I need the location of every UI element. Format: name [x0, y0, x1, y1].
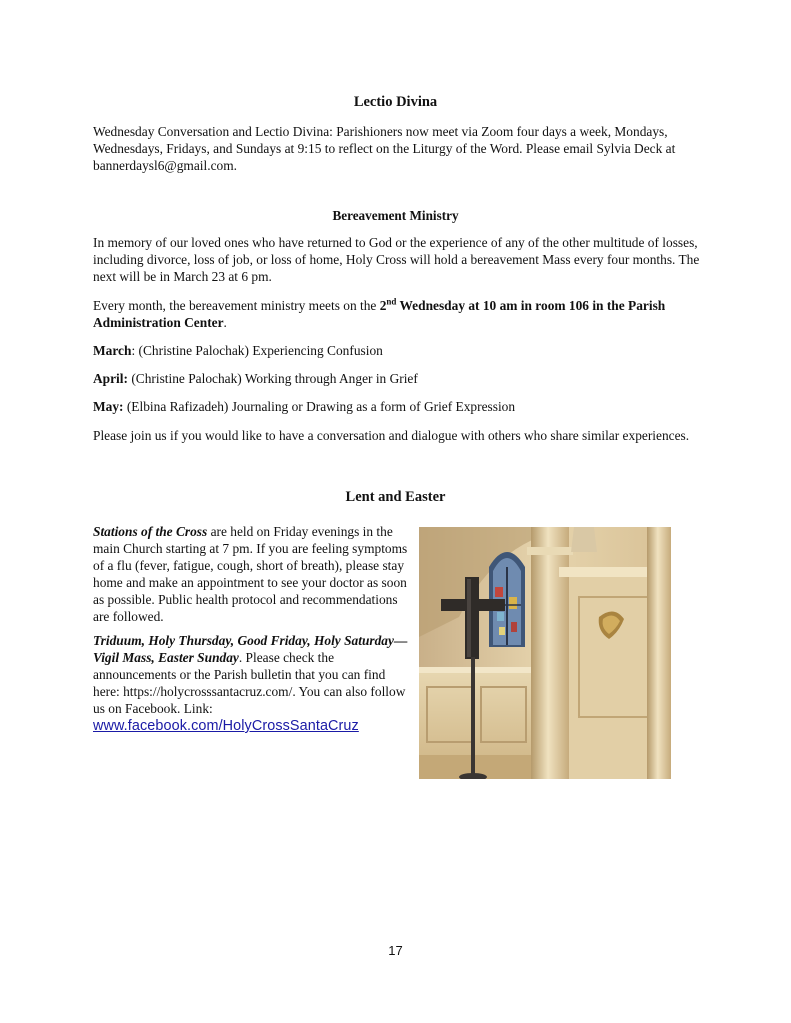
session-april: [93, 370, 705, 387]
meeting-suffix: .: [223, 315, 227, 330]
facebook-link[interactable]: www.facebook.com/HolyCrossSantaCruz: [93, 718, 359, 734]
meeting-prefix: Every month, the bereavement ministry meets on the: [93, 298, 380, 313]
meeting-day-number: 2: [379, 298, 387, 313]
stations-text: are held on Friday evenings in the main Church starting at 7 pm. If you are feeling symptoms of a flu (fever, fatigue, cough, short of breath), please stay home and make an appointment to see your doctor as soon as possible. Public health protocol and recommendations are followed.: [93, 524, 408, 624]
triduum-text: . Please check the announcements or the Parish bulletin that you can find here: https://holycrosssantacruz.com/. You can also follow us on Facebook. Link:: [93, 650, 406, 716]
session-topic: (Elbina Rafizadeh) Journaling or Drawing as a form of Grief Expression: [123, 399, 516, 414]
triduum-title: Triduum, Holy Thursday, Good Friday, Holy Saturday—Vigil Mass, Easter Sunday: [93, 633, 408, 665]
bereavement-ministry-heading: Bereavement Ministry: [332, 208, 459, 223]
triduum-paragraph: [93, 632, 411, 735]
meeting-day-suffix: nd: [386, 296, 397, 307]
lectio-divina-heading: Lectio Divina: [353, 94, 438, 110]
session-may: [93, 398, 705, 415]
lectio-divina-paragraph: Wednesday Conversation and Lectio Divina: Parishioners now meet via Zoom four days a week, Mondays, Wednesdays, Fridays, and Sundays at 9:15 to reflect on the Liturgy of the Word. Please email Sylvia Deck at bannerdaysl6@gmail.com.: [93, 124, 676, 173]
bereavement-intro-paragraph: In memory of our loved ones who have returned to God or the experience of any of the other multitude of losses, including divorce, loss of job, or loss of home, Holy Cross will hold a bereavement Mass every four months. The next will be in March 23 at 6 pm.: [93, 235, 700, 284]
stations-paragraph: [93, 523, 411, 625]
church-cross-illustration: [419, 527, 671, 779]
meeting-details: Wednesday at 10 am in room 106 in the Parish Administration Center: [93, 298, 666, 330]
session-month: March: [93, 343, 132, 358]
session-month: May:: [93, 399, 124, 414]
lent-easter-heading: Lent and Easter: [345, 489, 446, 505]
session-month: April:: [93, 371, 128, 386]
church-cross-photo: [419, 527, 671, 779]
page-number: 17: [388, 943, 403, 958]
session-topic: (Christine Palochak) Experiencing Confusion: [135, 343, 383, 358]
stations-title: Stations of the Cross: [93, 524, 208, 539]
session-colon: :: [131, 343, 136, 358]
session-march: [93, 342, 705, 359]
bereavement-meeting-paragraph: [93, 297, 705, 331]
session-topic: (Christine Palochak) Working through Anger in Grief: [127, 371, 418, 386]
bereavement-closing-paragraph: Please join us if you would like to have a conversation and dialogue with others who share similar experiences.: [93, 428, 690, 443]
